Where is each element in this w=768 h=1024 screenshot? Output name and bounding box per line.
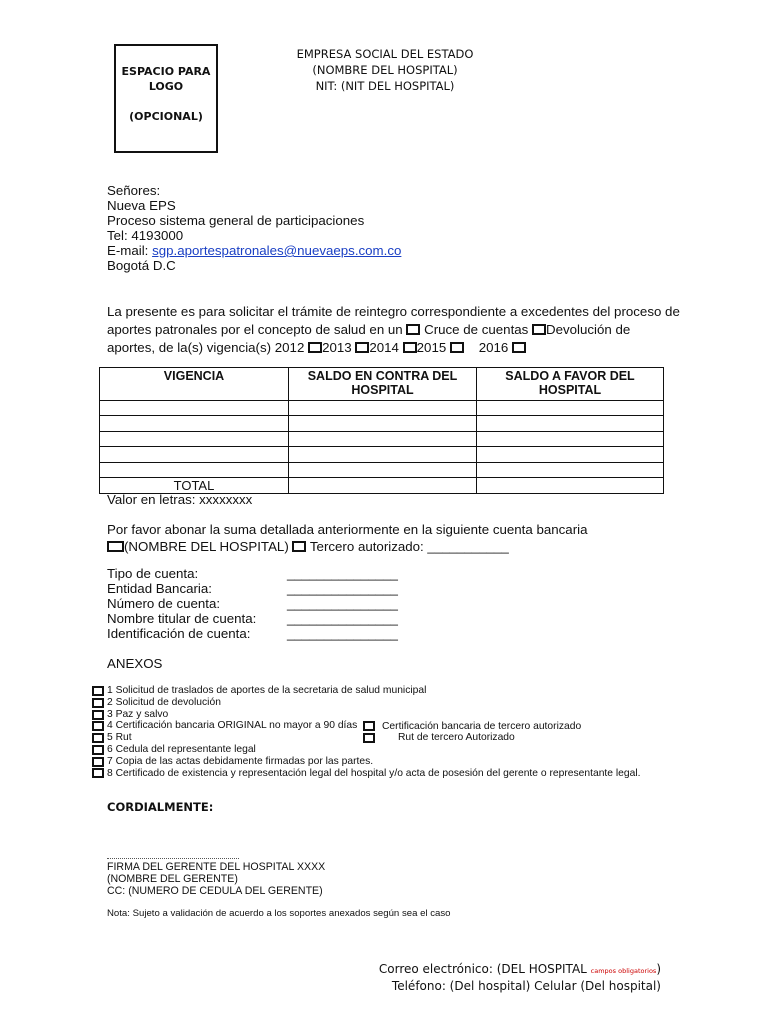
field-tipo-label: Tipo de cuenta: xyxy=(107,566,199,581)
year-2013: 2013 xyxy=(322,340,352,355)
signature-line-2: (NOMBRE DEL GERENTE) xyxy=(107,873,238,885)
anexo-3-checkbox[interactable] xyxy=(92,710,104,720)
anexo-item-6: 6 Cedula del representante legal xyxy=(107,743,256,755)
signature-line-1: FIRMA DEL GERENTE DEL HOSPITAL XXXX xyxy=(107,861,326,873)
closing: CORDIALMENTE: xyxy=(107,800,214,814)
header-line-2: (NOMBRE DEL HOSPITAL) xyxy=(312,63,458,77)
tercero-label: Tercero autorizado: ___________ xyxy=(306,539,509,554)
footer-phone: Teléfono: (Del hospital) Celular (Del hospital) xyxy=(391,979,661,993)
recipient-email-row xyxy=(107,243,401,258)
table-row xyxy=(100,447,664,462)
anexo-item-8: 8 Certificado de existencia y representación legal del hospital y/o acta de posesión del gerente o representante legal. xyxy=(107,767,641,779)
anexos-title: ANEXOS xyxy=(107,656,163,671)
signature-block xyxy=(107,861,325,897)
header-line-1: EMPRESA SOCIAL DEL ESTADO xyxy=(296,47,474,61)
field-entidad-blank[interactable]: _______________ xyxy=(287,581,398,596)
field-tipo-blank[interactable]: _______________ xyxy=(287,566,398,581)
hospital-account-checkbox[interactable] xyxy=(107,541,124,552)
year-2015-checkbox[interactable] xyxy=(450,342,464,353)
table-cell[interactable] xyxy=(289,462,477,477)
anexo-item-2: 2 Solicitud de devolución xyxy=(107,696,221,708)
year-2016: 2016 xyxy=(478,340,509,355)
recipient-block xyxy=(107,183,401,273)
recipient-city: Bogotá D.C xyxy=(107,258,176,273)
year-2014-checkbox[interactable] xyxy=(403,342,417,353)
valor-letras: Valor en letras: xxxxxxxx xyxy=(107,492,253,507)
tercero-checkbox[interactable] xyxy=(292,541,306,552)
year-2013-checkbox[interactable] xyxy=(355,342,369,353)
intro-line-2-text: aportes patronales por el concepto de salud en un xyxy=(107,322,407,337)
field-identificacion xyxy=(107,626,398,641)
logo-line-3: (OPCIONAL) xyxy=(129,110,203,123)
vigencia-table xyxy=(99,367,664,494)
document-header xyxy=(280,46,490,94)
bank-options xyxy=(107,538,587,555)
table-cell[interactable] xyxy=(289,401,477,416)
field-identificacion-blank[interactable]: _______________ xyxy=(287,626,398,641)
field-tipo xyxy=(107,566,398,581)
note: Nota: Sujeto a validación de acuerdo a los soportes anexados según sea el caso xyxy=(107,908,451,919)
year-2016-checkbox[interactable] xyxy=(512,342,526,353)
bank-block xyxy=(107,521,587,555)
devolucion-checkbox[interactable] xyxy=(532,324,546,335)
hospital-account-label: (NOMBRE DEL HOSPITAL) xyxy=(124,539,293,554)
signature-line-3: CC: (NUMERO DE CEDULA DEL GERENTE) xyxy=(107,885,323,897)
logo-line-2: LOGO xyxy=(148,80,184,93)
logo-placeholder xyxy=(114,44,218,153)
cruce-label: Cruce de cuentas xyxy=(424,322,533,337)
anexo-7-checkbox[interactable] xyxy=(92,757,104,767)
anexo-8-checkbox[interactable] xyxy=(92,768,104,778)
anexo-6-checkbox[interactable] xyxy=(92,745,104,755)
field-titular-label: Nombre titular de cuenta: xyxy=(107,611,257,626)
anexo-2-checkbox[interactable] xyxy=(92,698,104,708)
recipient-tel: Tel: 4193000 xyxy=(107,228,184,243)
anexo-item-3: 3 Paz y salvo xyxy=(107,708,169,720)
cruce-checkbox[interactable] xyxy=(406,324,420,335)
email-link[interactable]: sgp.aportespatronales@nuevaeps.com.co xyxy=(152,243,402,258)
total-contra-cell[interactable] xyxy=(289,477,477,493)
table-cell[interactable] xyxy=(100,447,289,462)
anexo-4-tercero-checkbox[interactable] xyxy=(363,721,375,731)
anexo-item-1: 1 Solicitud de traslados de aportes de la secretaria de salud municipal xyxy=(107,685,427,696)
table-cell[interactable] xyxy=(289,431,477,446)
anexo-1-checkbox[interactable] xyxy=(92,686,104,696)
header-line-3: NIT: (NIT DEL HOSPITAL) xyxy=(315,79,455,93)
col-saldo-contra: SALDO EN CONTRA DEL HOSPITAL xyxy=(289,368,477,401)
anexo-5-checkbox[interactable] xyxy=(92,733,104,743)
year-2012: 2012 xyxy=(274,340,305,355)
field-numero xyxy=(107,596,398,611)
total-label: TOTAL xyxy=(100,477,289,493)
bank-fields xyxy=(107,566,398,641)
anexo-5-tercero-label: Rut de tercero Autorizado xyxy=(398,732,515,743)
year-2014: 2014 xyxy=(369,340,399,355)
year-2012-checkbox[interactable] xyxy=(308,342,322,353)
intro-paragraph xyxy=(107,303,680,357)
signature-line xyxy=(107,858,239,859)
footer-email-close: ) xyxy=(656,962,661,976)
anexo-item-4: 4 Certificación bancaria ORIGINAL no mayor a 90 días xyxy=(107,720,358,732)
intro-line-3-text: aportes, de la(s) vigencia(s) xyxy=(107,340,275,355)
salutation: Señores: xyxy=(107,183,161,198)
table-row xyxy=(100,462,664,477)
table-cell[interactable] xyxy=(477,401,664,416)
field-numero-blank[interactable]: _______________ xyxy=(287,596,398,611)
col-saldo-favor: SALDO A FAVOR DEL HOSPITAL xyxy=(477,368,664,401)
intro-line-3 xyxy=(107,339,680,357)
intro-line-1: La presente es para solicitar el trámite de reintegro correspondiente a excedentes del proceso de xyxy=(107,304,680,319)
col-vigencia: VIGENCIA xyxy=(100,368,289,401)
table-cell[interactable] xyxy=(477,416,664,431)
field-numero-label: Número de cuenta: xyxy=(107,596,221,611)
field-entidad xyxy=(107,581,398,596)
anexo-4-checkbox[interactable] xyxy=(92,721,104,731)
footer-email-text: Correo electrónico: (DEL HOSPITAL xyxy=(378,962,591,976)
field-titular xyxy=(107,611,398,626)
recipient-name: Nueva EPS xyxy=(107,198,176,213)
intro-line-2 xyxy=(107,321,680,339)
table-cell[interactable] xyxy=(289,416,477,431)
table-row xyxy=(100,401,664,416)
field-titular-blank[interactable]: _______________ xyxy=(287,611,398,626)
table-header-row xyxy=(100,368,664,401)
anexo-4-tercero-label: Certificación bancaria de tercero autorizado xyxy=(382,721,582,732)
anexo-5-tercero-checkbox[interactable] xyxy=(363,733,375,743)
table-cell[interactable] xyxy=(477,431,664,446)
table-cell[interactable] xyxy=(100,462,289,477)
table-cell[interactable] xyxy=(100,416,289,431)
total-favor-cell[interactable] xyxy=(477,477,664,493)
mandatory-fields-note: campos obligatorios xyxy=(590,967,657,975)
table-row xyxy=(100,416,664,431)
anexo-item-5: 5 Rut xyxy=(107,732,132,744)
email-label: E-mail: xyxy=(107,243,153,258)
recipient-process: Proceso sistema general de participaciones xyxy=(107,213,365,228)
table-cell[interactable] xyxy=(100,431,289,446)
anexo-item-7: 7 Copia de las actas debidamente firmadas por las partes. xyxy=(107,755,374,767)
logo-line-1: ESPACIO PARA xyxy=(121,65,211,78)
bank-intro: Por favor abonar la suma detallada anteriormente en la siguiente cuenta bancaria xyxy=(107,522,588,537)
devolucion-label: Devolución de xyxy=(546,322,631,337)
table-row xyxy=(100,431,664,446)
year-2015: 2015 xyxy=(416,340,447,355)
table-cell[interactable] xyxy=(477,462,664,477)
field-identificacion-label: Identificación de cuenta: xyxy=(107,626,251,641)
table-cell[interactable] xyxy=(100,401,289,416)
field-entidad-label: Entidad Bancaria: xyxy=(107,581,212,596)
table-cell[interactable] xyxy=(289,447,477,462)
footer-email xyxy=(379,962,661,976)
table-cell[interactable] xyxy=(477,447,664,462)
